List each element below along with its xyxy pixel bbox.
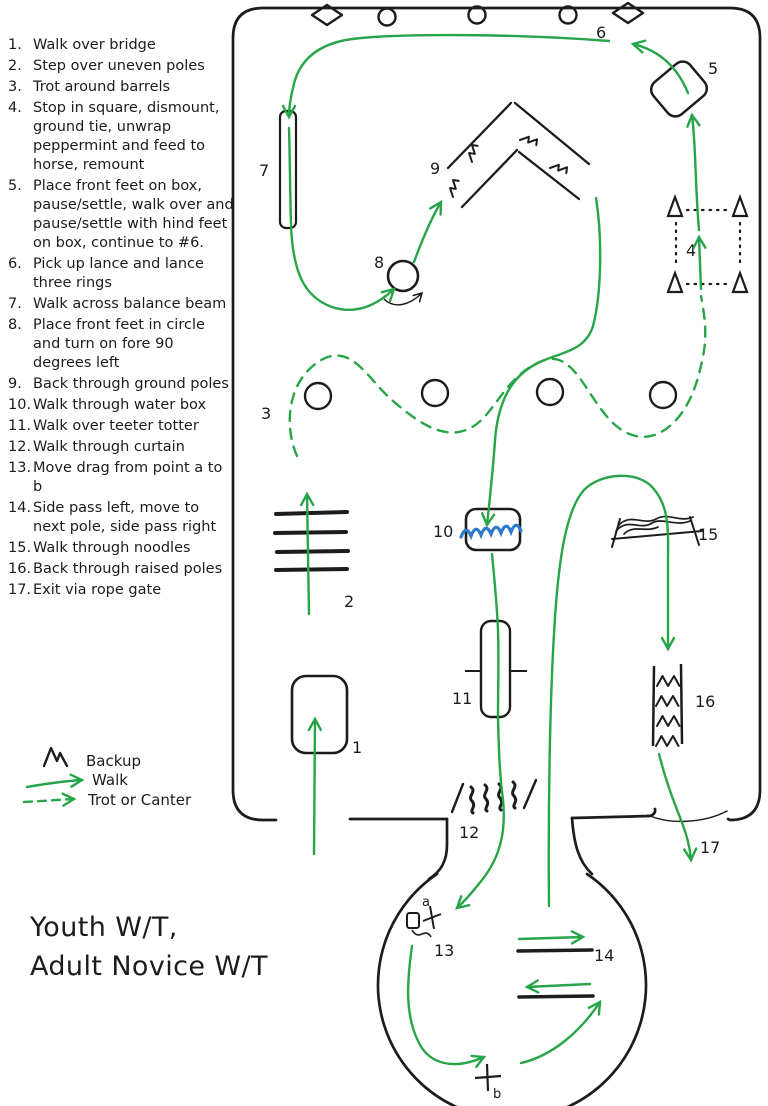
backup-zigzag-icon <box>464 143 483 162</box>
instruction-item-4 <box>8 99 234 175</box>
obstacle-label-3: 3 <box>261 404 272 423</box>
legend <box>24 748 192 809</box>
barrel-3 <box>537 379 563 405</box>
instruction-text: Walk over bridge <box>33 37 156 53</box>
arena-bottom-right-segment <box>572 809 655 818</box>
course-title <box>30 908 268 986</box>
instruction-text: Place front feet in circle and turn on fore 90 degrees left <box>33 316 205 371</box>
instruction-item-15 <box>8 539 234 558</box>
instruction-text: Walk across balance beam <box>33 295 227 312</box>
path-14-to-16-arch <box>549 476 668 906</box>
obstacle-label-8: 8 <box>374 253 385 272</box>
instruction-item-13 <box>8 459 234 497</box>
path-4-to-5 <box>692 115 699 230</box>
instruction-number: 5. <box>8 177 22 194</box>
obstacle-label-13: 13 <box>434 941 455 960</box>
instruction-text: Walk through noodles <box>33 539 191 556</box>
obstacle-label-1: 1 <box>352 738 363 757</box>
obstacle-label-7: 7 <box>259 161 270 180</box>
obstacle-label-15: 15 <box>698 525 719 544</box>
obstacle-3-barrels <box>261 379 676 423</box>
instruction-item-16 <box>8 560 234 579</box>
diamond-marker-right <box>613 3 643 23</box>
instruction-item-1 <box>8 36 234 55</box>
instruction-number: 7. <box>8 295 22 312</box>
path-through-beam <box>289 128 291 224</box>
backup-zigzag-icon <box>656 736 679 746</box>
obstacle-label-2: 2 <box>344 592 355 611</box>
instruction-number: 10. <box>8 396 32 413</box>
backup-zigzag-icon <box>657 676 680 686</box>
instruction-text: Back through ground poles <box>33 375 229 392</box>
obstacle-2-uneven-poles <box>275 512 354 611</box>
instruction-item-2 <box>8 57 234 76</box>
obstacle-label-12: 12 <box>459 823 480 842</box>
lance-ring-1 <box>379 9 396 26</box>
obstacle-10-water-box <box>433 509 521 550</box>
instruction-item-8 <box>8 316 234 373</box>
instruction-number: 17. <box>8 581 32 598</box>
backup-zigzag-icon <box>656 696 679 706</box>
path-16-to-exit-17 <box>659 754 691 860</box>
cone-icon <box>668 273 682 292</box>
instruction-number: 14. <box>8 499 32 516</box>
path-5-to-6 <box>633 44 688 93</box>
instruction-item-17 <box>8 581 234 600</box>
obstacle-9-ground-poles <box>430 103 589 207</box>
point-label-a: a <box>422 895 430 910</box>
instruction-text: Walk over teeter totter <box>33 417 199 434</box>
barrel-1 <box>305 383 331 409</box>
barrel-4 <box>650 382 676 408</box>
instruction-number: 13. <box>8 459 32 476</box>
instruction-item-5 <box>8 177 234 253</box>
obstacle-12-curtain <box>452 780 536 842</box>
obstacle-label-14: 14 <box>594 946 615 965</box>
obstacle-4-cone-square <box>668 197 747 292</box>
path-10-to-13 <box>457 554 504 908</box>
backup-zigzag-icon <box>550 159 569 178</box>
side-pass-arrow-right <box>519 937 583 939</box>
obstacle-label-4: 4 <box>686 241 697 260</box>
path-entry-to-1 <box>314 719 315 854</box>
path-8-to-9 <box>414 202 441 262</box>
cone-icon <box>668 197 682 216</box>
round-pen-circle <box>378 874 646 1106</box>
instruction-text: Move drag from point a to b <box>33 459 223 495</box>
instruction-number: 2. <box>8 57 22 74</box>
legend-walk-label: Walk <box>92 771 128 789</box>
instruction-item-3 <box>8 78 234 97</box>
obstacle-1-bridge <box>292 676 362 757</box>
instruction-text: Stop in square, dismount, ground tie, unwrap peppermint and feed to horse, remount <box>33 99 220 173</box>
instruction-number: 12. <box>8 438 32 455</box>
instruction-text: Place front feet on box, pause/settle, walk over and pause/settle with hind feet on box, continue to #6. <box>33 177 234 251</box>
trot-serpentine-3-to-4 <box>290 296 706 456</box>
water-wave-icon <box>461 525 521 537</box>
instruction-text: Step over uneven poles <box>33 57 205 74</box>
instruction-item-11 <box>8 417 234 436</box>
instruction-number: 9. <box>8 375 22 392</box>
instruction-number: 6. <box>8 255 22 272</box>
obstacle-13-drag <box>407 895 501 1102</box>
solid-green-arrow-icon <box>27 780 82 787</box>
barrel-2 <box>422 380 448 406</box>
path-circle-loop-left <box>408 946 484 1064</box>
obstacle-label-10: 10 <box>433 522 454 541</box>
instruction-list <box>8 36 234 602</box>
chute-right-wall <box>572 818 592 874</box>
dashed-green-arrow-icon <box>24 799 74 802</box>
instruction-item-7 <box>8 295 234 314</box>
rope-gate-line <box>648 811 727 821</box>
instruction-item-9 <box>8 375 234 394</box>
course-title-line1: Youth W/T, <box>30 912 178 943</box>
instruction-item-6 <box>8 255 234 293</box>
cone-icon <box>733 273 747 292</box>
path-circle-loop-right <box>521 1002 600 1063</box>
instruction-number: 15. <box>8 539 32 556</box>
obstacle-label-16: 16 <box>695 692 716 711</box>
instruction-text: Trot around barrels <box>33 78 171 95</box>
legend-trot-label: Trot or Canter <box>88 791 192 809</box>
instruction-number: 1. <box>8 37 22 53</box>
backup-zigzag-icon <box>520 131 539 150</box>
instruction-text: Pick up lance and lance three rings <box>33 255 204 291</box>
chute-left-wall <box>429 819 447 879</box>
obstacle-5-box <box>647 57 718 120</box>
path-6-to-7 <box>289 35 609 117</box>
instruction-text: Exit via rope gate <box>33 581 162 598</box>
obstacle-label-9: 9 <box>430 159 441 178</box>
instruction-text: Walk through water box <box>33 396 207 413</box>
instruction-item-14 <box>8 499 234 537</box>
course-title-line2: Adult Novice W/T <box>30 951 268 983</box>
lance-rings-row <box>312 3 643 26</box>
obstacle-16-raised-poles <box>653 664 715 746</box>
instruction-text: Back through raised poles <box>33 560 223 577</box>
instruction-number: 8. <box>8 316 22 333</box>
instruction-item-12 <box>8 438 234 457</box>
obstacle-label-6: 6 <box>596 23 607 42</box>
instruction-item-10 <box>8 396 234 415</box>
obstacle-15-noodles <box>612 517 718 547</box>
obstacle-label-11: 11 <box>452 689 473 708</box>
obstacle-11-teeter-totter <box>452 621 527 717</box>
instruction-number: 3. <box>8 78 22 95</box>
obstacle-label-5: 5 <box>708 59 719 78</box>
cone-icon <box>733 197 747 216</box>
obstacle-label-17: 17 <box>700 838 721 857</box>
backup-zigzag-icon <box>657 716 680 726</box>
legend-backup-label: Backup <box>86 752 141 770</box>
backup-zigzag-icon <box>44 748 67 766</box>
path-into-4 <box>699 237 701 289</box>
instruction-text: Side pass left, move to next pole, side pass right <box>33 499 217 535</box>
obstacle-14-side-pass-poles <box>518 946 614 997</box>
side-pass-arrow-left <box>527 984 590 987</box>
instruction-number: 11. <box>8 417 32 434</box>
instruction-number: 4. <box>8 99 22 116</box>
turn-on-fore-arrow <box>384 293 422 305</box>
backup-zigzag-icon <box>445 178 464 197</box>
instruction-text: Walk through curtain <box>33 438 185 455</box>
instruction-number: 16. <box>8 560 32 577</box>
point-label-b: b <box>493 1087 502 1102</box>
drag-squiggle <box>412 930 431 937</box>
